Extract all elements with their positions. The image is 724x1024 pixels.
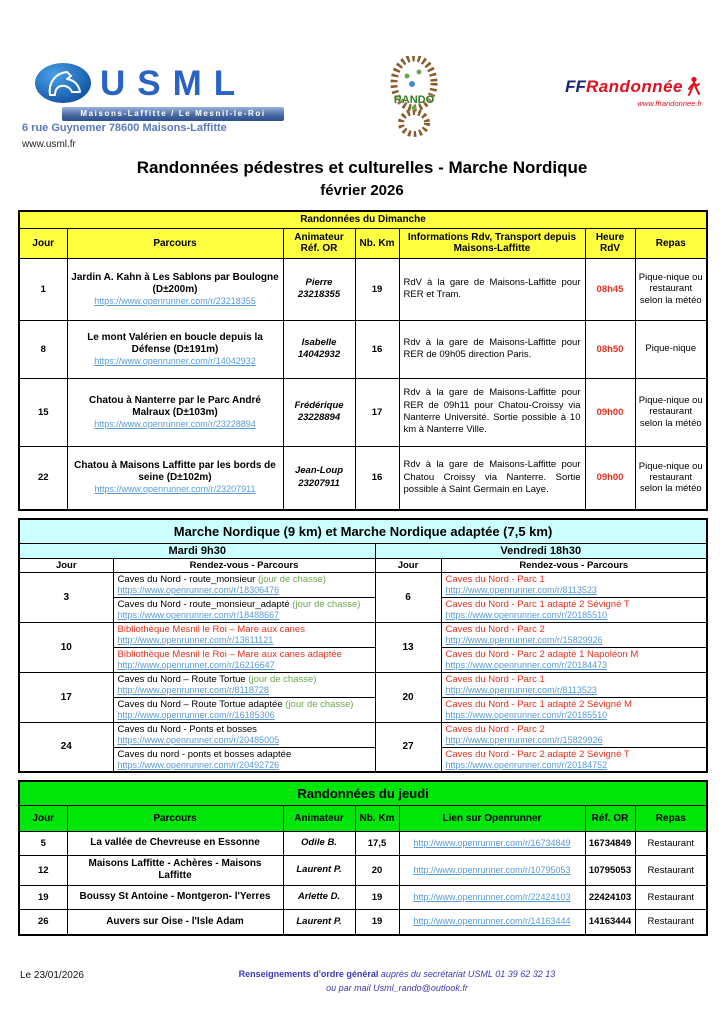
col-header-animateur-line1: Animateur [294,232,344,243]
nordic-entry [113,747,375,772]
friday-session-label: Vendredi 18h30 [375,543,707,558]
parcours-title: Auvers sur Oise - l'Isle Adam [67,909,283,935]
col-header-heure-line2: RdV [600,243,620,254]
contact-info-label: Renseignements d'ordre général [238,969,379,979]
meal-info: Pique-nique ou restaurant selon la météo [635,378,707,446]
openrunner-link[interactable]: http://www.openrunner.com/r/16216647 [117,660,275,671]
col-header-animateur-line2: Réf. OR [300,243,338,254]
table-row [19,855,707,885]
nordic-entry [441,572,707,597]
table-row [19,697,707,722]
animator-ref: 23228894 [297,412,341,423]
nordic-table-title: Marche Nordique (9 km) et Marche Nordique adaptée (7,5 km) [19,519,707,543]
table-row [19,831,707,855]
document-titles [0,158,724,199]
animator-ref: 14042932 [297,349,341,360]
hunt-day-note: (jour de chasse) [257,573,327,585]
animator-cell [283,446,355,510]
distance-km: 19 [355,885,399,909]
col-header-ref: Réf. OR [585,805,635,831]
animator-cell [283,320,355,378]
nordic-entry [441,747,707,772]
meal-info: Pique-nique ou restaurant selon la météo [635,258,707,320]
openrunner-link[interactable]: https://www.openrunner.com/r/20492726 [117,759,280,770]
table-row [19,722,707,747]
parcours-cell [67,446,283,510]
animator-ref: 23207911 [298,477,340,489]
col-header-jour: Jour [19,805,67,831]
animator-name: Laurent P. [283,855,355,885]
contact-info-phone: auprès du secrétariat USML 01 39 62 32 13 [378,969,556,979]
openrunner-link[interactable]: http://www.openrunner.com/r/8113523 [445,585,597,596]
table-row [19,885,707,909]
nordic-entry [113,722,375,747]
parcours-title: Chatou à Maisons Laffitte par les bords de seine (D±102m) [74,460,276,484]
table-row [19,572,707,597]
openrunner-link[interactable]: https://www.openrunner.com/r/23228894 [94,418,256,429]
meeting-time: 09h00 [585,446,635,510]
ff-website: www.ffrandonnee.fr [637,99,702,108]
nordic-walking-table [18,518,708,773]
nordic-entry [113,697,375,722]
table-row [19,597,707,622]
col-header-info: Informations Rdv, Transport depuis Maisons-Laffitte [399,228,585,258]
col-header-rdv: Rendez-vous - Parcours [113,558,375,572]
openrunner-ref: 16734849 [585,831,635,855]
openrunner-link[interactable]: http://www.openrunner.com/r/16185306 [117,710,275,721]
animator-name: Jean-Loup [294,465,344,477]
openrunner-link[interactable]: http://www.openrunner.com/r/10795053 [413,864,571,875]
sunday-hikes-table [18,210,708,511]
openrunner-link[interactable]: https://www.openrunner.com/r/23218355 [94,295,256,306]
ff-prefix: FF [565,77,586,96]
usml-wordmark: USML [100,63,248,103]
thursday-table-title: Randonnées du jeudi [19,781,707,805]
hunt-day-note: (jour de chasse) [285,698,354,710]
col-header-jour: Jour [375,558,441,572]
nordic-entry [113,622,375,647]
day-number: 13 [375,622,441,672]
ff-name: Randonnée [585,77,683,96]
openrunner-link[interactable]: http://www.openrunner.com/r/8113523 [445,685,597,696]
day-number: 5 [19,831,67,855]
meal-info: Pique-nique ou restaurant selon la météo [635,446,707,510]
usml-horse-icon [34,62,92,104]
parcours-title: Le mont Valérien en boucle depuis la Défense (D±191m) [87,331,263,355]
parcours-title: Jardin A. Kahn à Les Sablons par Boulogne (D±200m) [71,271,279,295]
table-row [19,747,707,772]
openrunner-link[interactable]: https://www.openrunner.com/r/20184473 [445,660,608,671]
distance-km: 20 [355,855,399,885]
ffrandonnee-logo [565,76,702,108]
parcours-cell [67,378,283,446]
usml-subtitle-bar: Maisons-Laffitte / Le Mesnil-le-Roi [62,107,284,121]
col-header-heure-line1: Heure [595,232,625,243]
day-number: 12 [19,855,67,885]
parcours-name: Caves du Nord - Parc 1 adapté 2 Sévigné T [445,598,630,610]
document-date: Le 23/01/2026 [20,970,84,981]
sunday-table-title: Randonnées du Dimanche [19,211,707,228]
openrunner-link[interactable]: https://www.openrunner.com/r/20485005 [117,735,280,746]
animator-name: Frédérique [294,399,344,411]
parcours-name: Caves du nord - ponts et bosses adaptée [117,748,292,760]
meeting-time: 09h00 [585,378,635,446]
col-header-jour: Jour [19,228,67,258]
parcours-cell [67,320,283,378]
col-header-lien: Lien sur Openrunner [399,805,585,831]
animator-name: Arlette D. [283,885,355,909]
walking-person-icon [686,76,702,98]
animator-name: Pierre [305,276,333,288]
parcours-name: Caves du Nord - Parc 2 [445,623,545,635]
openrunner-link[interactable]: http://www.openrunner.com/r/13611121 [117,635,274,646]
table-row [19,446,707,510]
contact-info-email: ou par mail Usml_rando@outlook.fr [326,982,468,993]
parcours-title: Boussy St Antoine - Montgeron- l'Yerres [67,885,283,909]
animator-ref: 23218355 [297,289,341,300]
openrunner-ref: 10795053 [585,855,635,885]
tables-container [18,210,706,936]
link-cell [399,885,585,909]
openrunner-link[interactable]: http://www.openrunner.com/r/16734849 [413,837,571,848]
parcours-name: Bibliothèque Mesnil le Roi – Mare aux canes adaptée [117,648,342,660]
nordic-entry [441,697,707,722]
nordic-entry [441,672,707,697]
hunt-day-note: (jour de chasse) [248,673,317,685]
openrunner-link[interactable]: https://www.openrunner.com/r/18488667 [117,610,280,621]
parcours-name: Caves du Nord – Route Tortue adaptée [117,698,286,710]
parcours-name: Caves du Nord - Ponts et bosses [117,723,257,735]
table-row [19,258,707,320]
nordic-entry [441,722,707,747]
club-website: www.usml.fr [22,139,76,150]
col-header-km: Nb. Km [355,805,399,831]
thursday-hikes-table [18,780,708,936]
day-number: 20 [375,672,441,722]
col-header-repas: Repas [635,805,707,831]
day-number: 3 [19,572,113,622]
table-row [19,622,707,647]
distance-km: 17 [355,378,399,446]
col-header-repas: Repas [635,228,707,258]
day-number: 22 [19,446,67,510]
openrunner-link[interactable]: http://www.openrunner.com/r/8118728 [117,685,269,696]
meal-info: Restaurant [635,855,707,885]
distance-km: 16 [355,446,399,510]
meeting-info: Rdv à la gare de Maisons-Laffitte pour Chatou Croissy via Nanterre. Sortie possible à Saint Germain en Laye. [399,446,585,510]
openrunner-link[interactable]: https://www.openrunner.com/r/18306476 [117,585,280,596]
day-number: 17 [19,672,113,722]
parcours-cell [67,258,283,320]
nordic-entry [441,647,707,672]
col-header-km: Nb. Km [355,228,399,258]
day-number: 1 [19,258,67,320]
club-address: 6 rue Guynemer 78600 Maisons-Laffitte [22,122,227,134]
page-subtitle: février 2026 [320,182,404,199]
parcours-name: Caves du Nord - Parc 1 [445,673,545,685]
page-footer [0,968,724,995]
animator-cell [283,258,355,320]
col-header-rdv: Rendez-vous - Parcours [441,558,707,572]
contact-info [0,968,724,995]
distance-km: 19 [355,258,399,320]
link-cell [399,909,585,935]
distance-km: 16 [355,320,399,378]
meal-info: Pique-nique [635,320,707,378]
day-number: 24 [19,722,113,772]
parcours-name: Caves du Nord – Route Tortue [117,673,249,685]
meeting-time: 08h45 [585,258,635,320]
rando-footprint-logo [384,56,444,143]
col-header-heure [585,228,635,258]
parcours-name: Caves du Nord - route_monsieur [117,573,258,585]
openrunner-link[interactable]: http://www.openrunner.com/r/22424103 [413,891,571,902]
openrunner-link[interactable]: http://www.openrunner.com/r/14163444 [413,916,571,927]
meeting-info: Rdv à la gare de Maisons-Laffitte pour RER de 09h11 pour Chatou-Croissy via Nanterre Université. Sortie possible à 10 km à Nanterre Ville. [399,378,585,446]
openrunner-link[interactable]: https://www.openrunner.com/r/20185510 [445,710,608,721]
col-header-jour: Jour [19,558,113,572]
nordic-entry [113,572,375,597]
meeting-info: RdV à la gare de Maisons-Laffitte pour RER et Tram. [399,258,585,320]
meeting-info: Rdv à la gare de Maisons-Laffitte pour RER de 09h05 direction Paris. [399,320,585,378]
animator-name: Isabelle [301,336,337,348]
parcours-name: Bibliothèque Mesnil le Roi – Mare aux canes [117,623,305,635]
page-title: Randonnées pédestres et culturelles - Marche Nordique [136,158,588,177]
day-number: 27 [375,722,441,772]
meal-info: Restaurant [635,909,707,935]
openrunner-link[interactable]: http://www.openrunner.com/r/15829926 [445,635,603,646]
parcours-name: Caves du Nord - Parc 1 [445,573,545,585]
col-header-parcours: Parcours [67,805,283,831]
day-number: 8 [19,320,67,378]
col-header-animateur [283,228,355,258]
day-number: 19 [19,885,67,909]
meeting-time: 08h50 [585,320,635,378]
table-row [19,647,707,672]
nordic-entry [113,647,375,672]
hunt-day-note: (jour de chasse) [292,598,361,610]
nordic-entry [113,597,375,622]
parcours-name: Caves du Nord - Parc 2 [445,723,545,735]
day-number: 15 [19,378,67,446]
parcours-name: Caves du Nord - Parc 2 adapté 2 Sévigné T [445,748,630,760]
rando-label: RANDO [393,94,435,106]
parcours-title: Maisons Laffitte - Achères - Maisons Laffitte [67,855,283,885]
openrunner-link[interactable]: https://www.openrunner.com/r/14042932 [94,355,256,366]
animator-name: Laurent P. [283,909,355,935]
table-row [19,909,707,935]
openrunner-ref: 22424103 [585,885,635,909]
distance-km: 19 [355,909,399,935]
animator-name: Odile B. [283,831,355,855]
parcours-name: Caves du Nord - route_monsieur_adapté [117,598,293,610]
day-number: 10 [19,622,113,672]
table-row [19,378,707,446]
parcours-name: Caves du Nord - Parc 1 adapté 2 Sévigné M [445,698,632,710]
openrunner-ref: 14163444 [585,909,635,935]
nordic-entry [441,597,707,622]
distance-km: 17,5 [355,831,399,855]
parcours-title: Chatou à Nanterre par le Parc André Malraux (D±103m) [89,394,261,418]
usml-logo [34,62,286,121]
parcours-title: La vallée de Chevreuse en Essonne [67,831,283,855]
day-number: 6 [375,572,441,622]
nordic-entry [441,622,707,647]
openrunner-link[interactable]: https://www.openrunner.com/r/23207911 [94,484,256,495]
link-cell [399,831,585,855]
tuesday-session-label: Mardi 9h30 [19,543,375,558]
table-row [19,320,707,378]
col-header-animateur: Animateur [283,805,355,831]
day-number: 26 [19,909,67,935]
link-cell [399,855,585,885]
animator-cell [283,378,355,446]
openrunner-link[interactable]: http://www.openrunner.com/r/15829926 [445,735,603,746]
col-header-parcours: Parcours [67,228,283,258]
table-row [19,672,707,697]
meal-info: Restaurant [635,885,707,909]
parcours-name: Caves du Nord - Parc 2 adapté 1 Napoléon M [445,648,639,660]
openrunner-link[interactable]: https://www.openrunner.com/r/20185510 [445,610,608,621]
openrunner-link[interactable]: https://www.openrunner.com/r/20184752 [445,759,608,770]
nordic-entry [113,672,375,697]
meal-info: Restaurant [635,831,707,855]
